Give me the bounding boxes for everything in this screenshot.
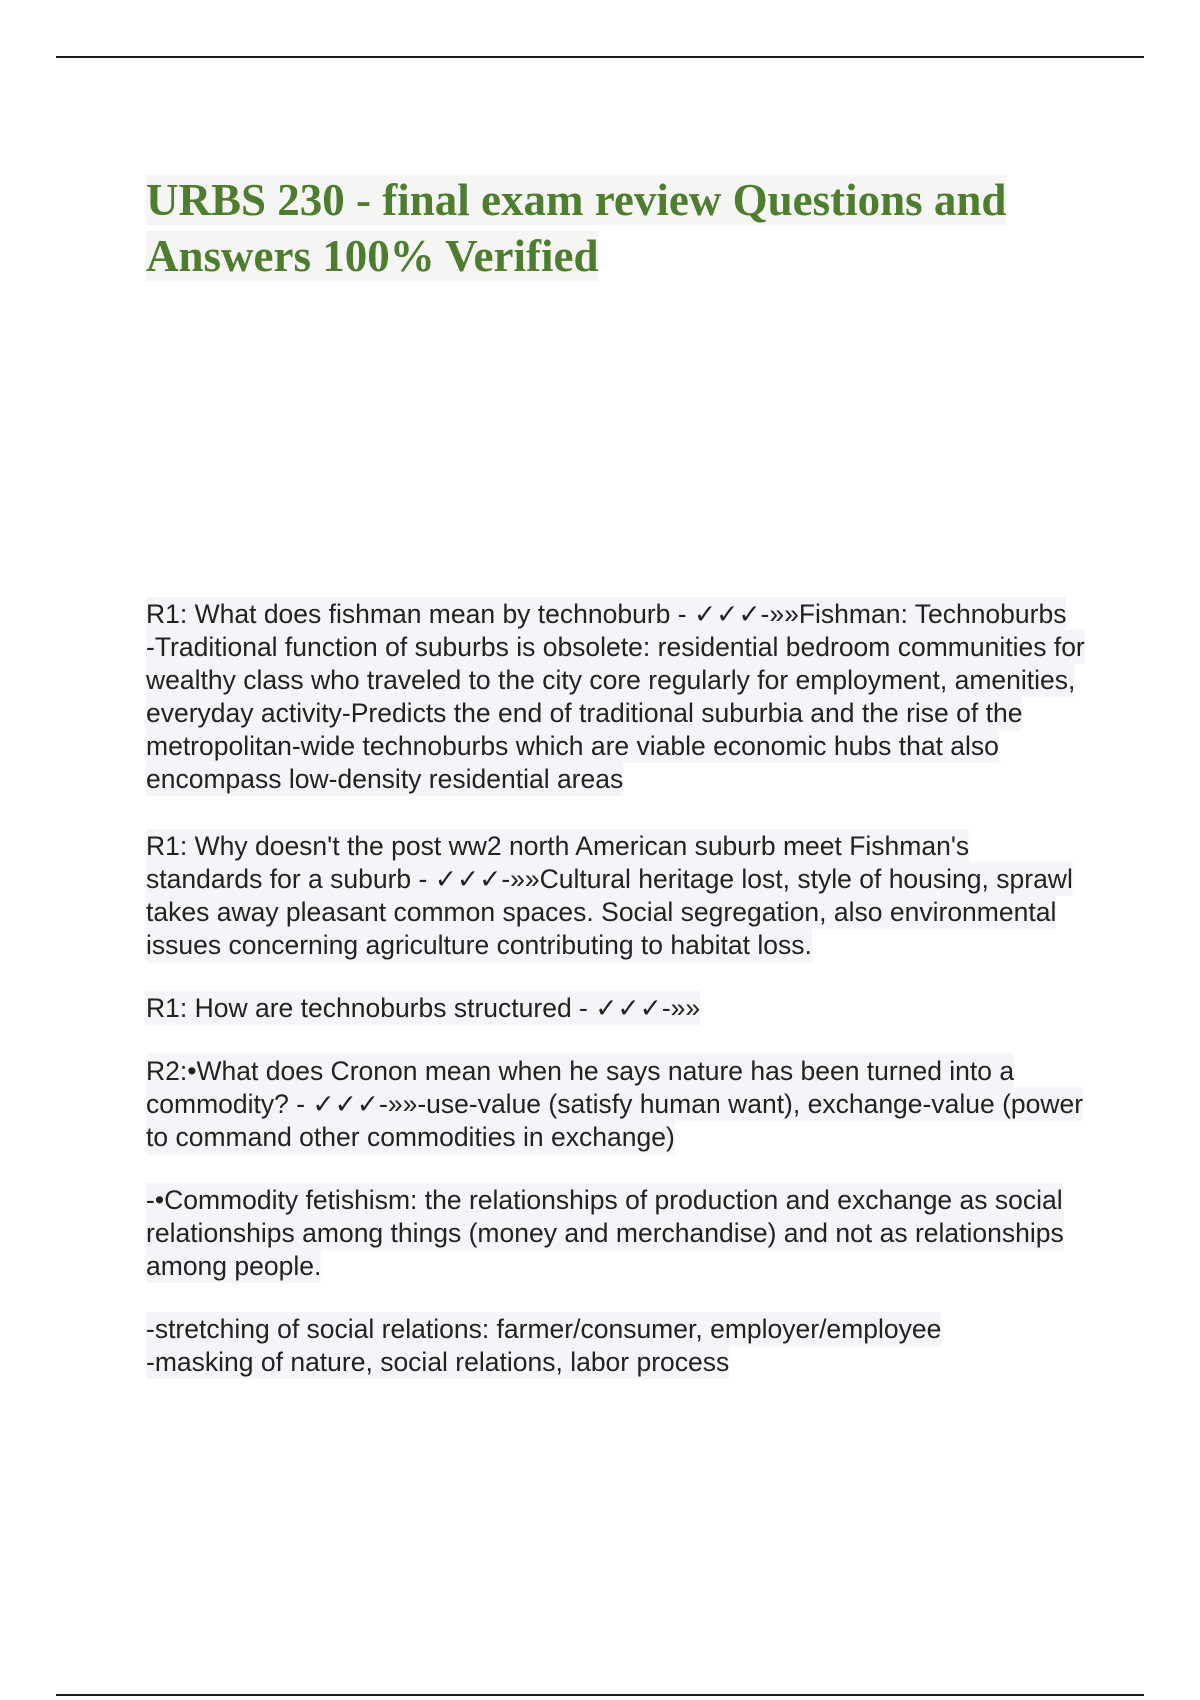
qa-entry-technoburb (146, 598, 1086, 796)
qa-entry-line: -masking of nature, social relations, labor process (146, 1347, 730, 1377)
document-title-text: URBS 230 - final exam review Questions and Answers 100% Verified (146, 175, 1007, 281)
qa-entry-technoburb-structure (146, 992, 1086, 1025)
qa-entry-social-relations (146, 1313, 1086, 1379)
qa-entry-line: R1: What does fishman mean by technoburb - ✓✓✓-»»Fishman: Technoburbs (146, 599, 1067, 629)
qa-entry-commodity-fetishism (146, 1184, 1086, 1283)
document-body (146, 598, 1086, 1379)
qa-entry-line: -Traditional function of suburbs is obsolete: residential bedroom communities for wealthy class who traveled to the city core regularly for employment, amenities, everyday activity-Predicts the end of traditional suburbia and the rise of the metropolitan-wide technoburbs which are viable economic hubs that also encompass low-density residential areas (146, 632, 1085, 794)
qa-entry-cronon-commodity (146, 1055, 1086, 1154)
qa-entry-line: R2:•What does Cronon mean when he says nature has been turned into a commodity? - ✓✓✓-»»-use-value (satisfy human want), exchange-value (power to command other commodities in exchange) (146, 1056, 1084, 1152)
qa-entry-post-ww2-suburb (146, 830, 1086, 962)
header-rule (56, 56, 1144, 58)
document-title (146, 172, 1076, 284)
qa-entry-line: R1: How are technoburbs structured - ✓✓✓-»» (146, 993, 701, 1023)
qa-entry-line: -stretching of social relations: farmer/consumer, employer/employee (146, 1314, 942, 1344)
qa-entry-line: -•Commodity fetishism: the relationships of production and exchange as social relationships among things (money and merchandise) and not as relationships among people. (146, 1185, 1064, 1281)
qa-entry-line: R1: Why doesn't the post ww2 north American suburb meet Fishman's standards for a suburb - ✓✓✓-»»Cultural heritage lost, style of housing, sprawl takes away pleasant common spaces. Social segregation, also environmental issues concerning agriculture contributing to habitat loss. (146, 831, 1073, 960)
footer-rule (56, 1694, 1144, 1696)
